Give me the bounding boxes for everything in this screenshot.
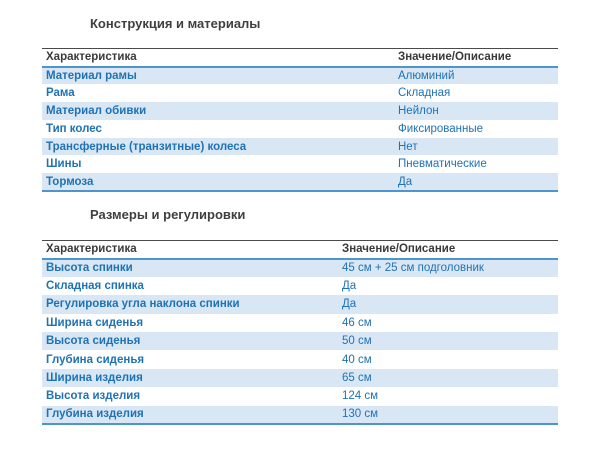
characteristic-cell: Тормоза xyxy=(46,175,94,188)
value-cell: Нейлон xyxy=(398,104,439,117)
table-row xyxy=(42,314,558,332)
table-row xyxy=(42,84,558,102)
value-cell: Да xyxy=(342,298,357,311)
table-row xyxy=(42,120,558,138)
table-row xyxy=(42,102,558,120)
value-cell: 130 см xyxy=(342,408,379,421)
table-row xyxy=(42,277,558,295)
characteristic-cell: Материал обивки xyxy=(46,104,147,117)
characteristic-cell: Материал рамы xyxy=(46,69,137,82)
column-header-value: Значение/Описание xyxy=(338,241,558,259)
value-cell: Алюминий xyxy=(398,69,455,82)
spec-table-construction xyxy=(42,48,558,192)
table-row xyxy=(42,259,558,277)
characteristic-cell: Глубина изделия xyxy=(46,408,144,421)
value-cell: 124 см xyxy=(342,390,379,403)
header-row xyxy=(42,241,558,259)
characteristic-cell: Глубина сиденья xyxy=(46,353,145,366)
characteristic-cell: Тип колес xyxy=(46,122,102,135)
column-header-characteristic: Характеристика xyxy=(42,241,338,259)
characteristic-cell: Высота спинки xyxy=(46,262,133,275)
spec-table-dimensions xyxy=(42,240,558,425)
value-cell: 45 см + 25 см подголовник xyxy=(342,262,484,275)
table-row xyxy=(42,173,558,191)
characteristic-cell: Рама xyxy=(46,87,75,100)
section-title-construction: Конструкция и материалы xyxy=(90,16,261,31)
header-row xyxy=(42,49,558,67)
value-cell: 46 см xyxy=(342,316,372,329)
value-cell: Складная xyxy=(398,87,451,100)
table-row xyxy=(42,332,558,350)
value-cell: 65 см xyxy=(342,372,372,385)
table-row xyxy=(42,387,558,405)
table-row xyxy=(42,406,558,424)
value-cell: 50 см xyxy=(342,335,372,348)
value-cell: Фиксированные xyxy=(398,122,484,135)
column-header-value: Значение/Описание xyxy=(394,49,558,67)
characteristic-cell: Складная спинка xyxy=(46,280,144,293)
value-cell: Да xyxy=(342,280,357,293)
table-row xyxy=(42,155,558,173)
characteristic-cell: Шины xyxy=(46,158,82,171)
characteristic-cell: Трансферные (транзитные) колеса xyxy=(46,140,247,153)
section-title-dimensions: Размеры и регулировки xyxy=(90,207,246,222)
characteristic-cell: Высота сиденья xyxy=(46,335,141,348)
value-cell: Нет xyxy=(398,140,418,153)
value-cell: 40 см xyxy=(342,353,372,366)
table-row xyxy=(42,369,558,387)
characteristic-cell: Высота изделия xyxy=(46,390,141,403)
table-row xyxy=(42,295,558,313)
value-cell: Да xyxy=(398,175,413,188)
column-header-characteristic: Характеристика xyxy=(42,49,394,67)
table-row xyxy=(42,67,558,85)
characteristic-cell: Регулировка угла наклона спинки xyxy=(46,298,240,311)
characteristic-cell: Ширина изделия xyxy=(46,372,143,385)
table-row xyxy=(42,138,558,156)
value-cell: Пневматические xyxy=(398,158,487,171)
characteristic-cell: Ширина сиденья xyxy=(46,316,144,329)
table-row xyxy=(42,350,558,368)
